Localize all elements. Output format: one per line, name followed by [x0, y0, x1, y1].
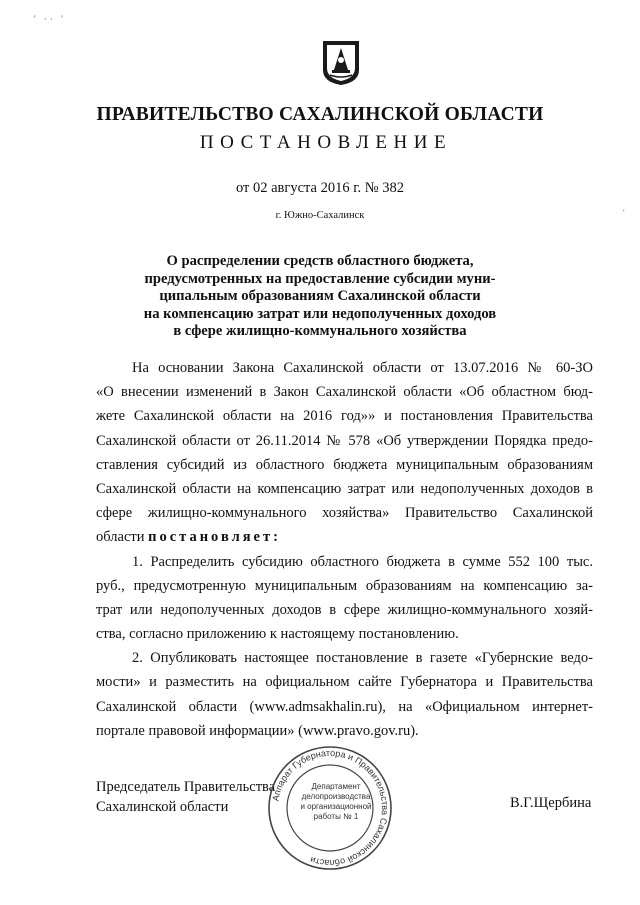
scan-edge-mark: '	[623, 208, 625, 218]
clause-1-line: руб., предусмотренную муниципальным образованиям на компенсацию за-	[96, 577, 593, 594]
body-line: жете Сахалинской области на 2016 год»» и постановления Правительства	[96, 408, 593, 425]
signatory-title-line: Сахалинской области	[96, 799, 229, 815]
scan-corner-mark: ' ·· '	[34, 14, 66, 24]
body-line: ставления субсидий из областного бюджета муниципальным образованиям	[96, 456, 593, 473]
clause-1-line: трат или недополученных доходов в сфере жилищно-коммунального хозяй-	[96, 601, 593, 618]
heading-line: на компенсацию затрат или недополученных доходов	[143, 305, 497, 322]
heading-line: в сфере жилищно-коммунального хозяйства	[173, 323, 467, 340]
resolution-heading	[130, 253, 510, 341]
document-date-number: от 02 августа 2016 г. № 382	[235, 180, 405, 196]
document-city: г. Южно-Сахалинск	[275, 210, 365, 221]
stamp-line: Департамент	[311, 782, 361, 791]
heading-line: О распределении средств областного бюджета,	[166, 253, 474, 269]
heading-line: предусмотренных на предоставление субсидии муни-	[144, 270, 496, 287]
clause-2-line: Сахалинской области (www.admsakhalin.ru), на «Официальном интернет-	[96, 698, 593, 715]
body-line: На основании Закона Сахалинской области от 13.07.2016 № 60-ЗО	[132, 360, 593, 376]
body-line: Сахалинской области от 26.11.2014 № 578 «Об утверждении Порядка предо-	[96, 432, 593, 449]
clause-2-line: мости» и разместить на официальном сайте Губернатора и Правительства	[96, 674, 593, 691]
signatory-name: В.Г.Щербина	[510, 795, 592, 811]
body-line	[96, 525, 593, 549]
body-line: «О внесении изменений в Закон Сахалинской области «Об областном бюд-	[96, 384, 593, 401]
coat-of-arms-emblem	[322, 40, 360, 86]
government-title: ПРАВИТЕЛЬСТВО САХАЛИНСКОЙ ОБЛАСТИ	[96, 104, 544, 125]
resolution-body	[96, 356, 593, 743]
signatory-position	[96, 777, 275, 817]
clause-1-line: ства, согласно приложению к настоящему постановлению.	[96, 626, 459, 643]
stamp-line: и организационной	[300, 802, 372, 811]
clause-2-line: 2. Опубликовать настоящее постановление в газете «Губернские ведо-	[132, 650, 593, 667]
body-text-fragment: области	[96, 529, 149, 546]
clause-2-line: портале правовой информации» (www.pravo.gov.ru).	[96, 722, 419, 739]
heading-line: ципальным образованиям Сахалинской области	[159, 288, 481, 305]
stamp-line: делопроизводства	[301, 792, 371, 801]
stamp-center-text	[296, 782, 376, 822]
signatory-title-line: Председатель Правительства	[96, 779, 276, 795]
stamp-line: работы № 1	[313, 812, 359, 821]
document-type: ПОСТАНОВЛЕНИЕ	[199, 132, 453, 153]
body-line: сфере жилищно-коммунального хозяйства» Правительство Сахалинской	[96, 505, 593, 522]
stamp-ring-text: Аппарат Губернатора и Правительства Сахалинской области	[270, 747, 391, 869]
clause-1-line: 1. Распределить субсидию областного бюджета в сумме 552 100 тыс.	[132, 553, 593, 570]
body-line: Сахалинской области на компенсацию затрат или недополученных доходов в	[96, 480, 593, 497]
decree-keyword: постановляет:	[148, 529, 281, 546]
